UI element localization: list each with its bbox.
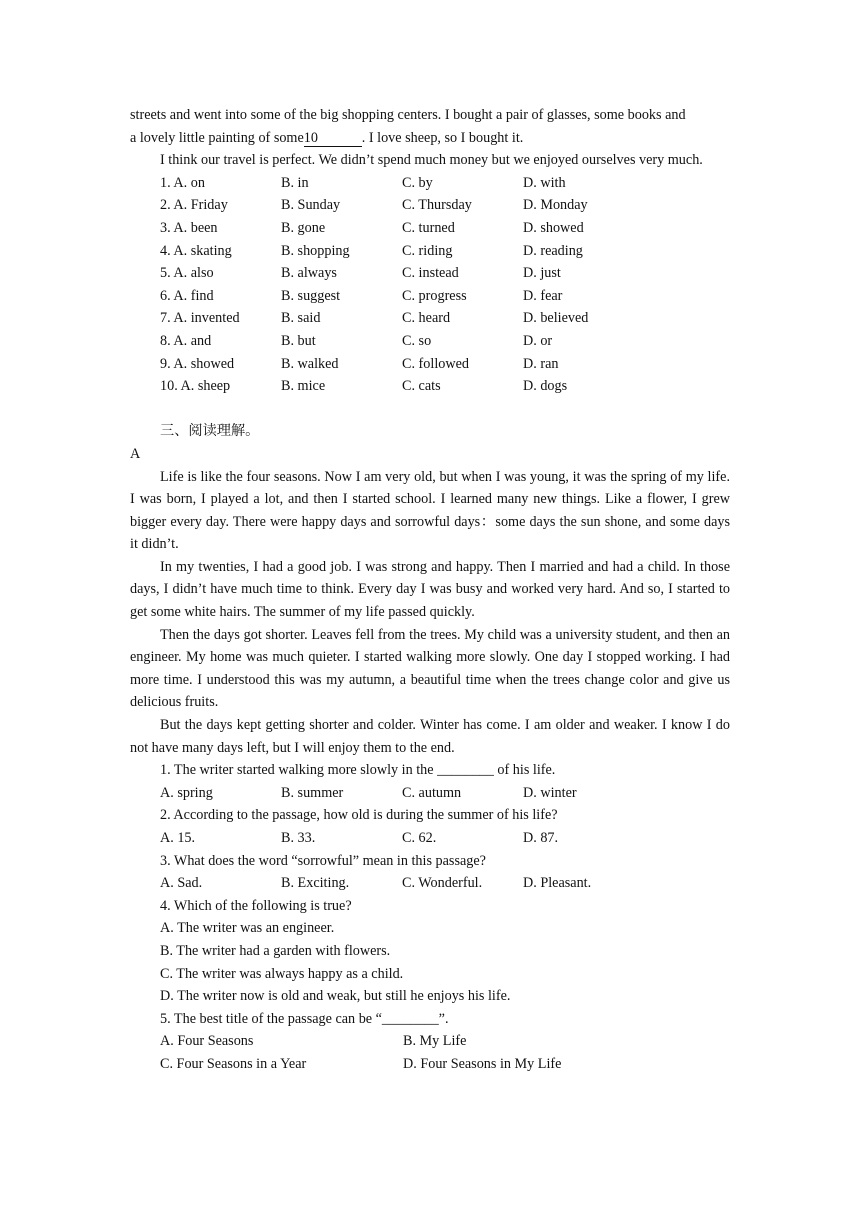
option-a: 7. A. invented (160, 310, 240, 327)
cloze-option-row (130, 172, 730, 195)
option-a: A. Four Seasons (160, 1033, 254, 1050)
option-a: 5. A. also (160, 265, 214, 282)
section-title: 三、阅读理解。 (160, 423, 260, 440)
question-3-stem: 3. What does the word “sorrowful” mean in this passage? (160, 852, 486, 869)
option-b: B. summer (281, 784, 344, 801)
option-b: B. walked (281, 355, 339, 372)
option-b: B. but (281, 332, 316, 349)
option-c: C. 62. (402, 830, 437, 846)
intro-line-2-post: . I love sheep, so I bought it. (361, 129, 524, 146)
question-2-options (130, 827, 730, 850)
cloze-option-row (130, 353, 730, 376)
question-1-options (130, 782, 730, 805)
option-d: D. reading (523, 242, 583, 259)
option-c: C. cats (402, 378, 441, 395)
cloze-option-row (130, 375, 730, 398)
option-b: B. in (281, 174, 309, 191)
option-c: C. Thursday (402, 197, 472, 214)
option-b: B. suggest (281, 287, 341, 304)
cloze-option-row (130, 194, 730, 217)
option-d: D. dogs (523, 378, 568, 395)
option-d: D. believed (523, 310, 589, 327)
option-c: C. heard (402, 310, 451, 327)
passage-paragraph-3: Then the days got shorter. Leaves fell from the trees. My child was a university student, and then an engineer. My home was much quieter. I started walking more slowly. One day I stopped working. I had more time. I understood this was my autumn, a beautiful time when the trees change color and give us delicious fruits. (130, 626, 730, 711)
cloze-option-row (130, 262, 730, 285)
option-d: D. 87. (523, 830, 559, 846)
option-a: 2. A. Friday (160, 197, 228, 214)
option-b: B. 33. (281, 830, 316, 846)
option-a: 6. A. find (160, 287, 214, 304)
option-c: C. progress (402, 287, 467, 304)
option-b: B. Exciting. (281, 875, 350, 892)
option-c: C. so (402, 332, 432, 349)
intro-paragraph-2: I think our travel is perfect. We didn’t spend much money but we enjoyed ourselves very much. (160, 152, 703, 169)
option-a: 1. A. on (160, 174, 205, 191)
option-a: 4. A. skating (160, 242, 232, 259)
option-b: B. shopping (281, 242, 350, 259)
question-4-option-a: A. The writer was an engineer. (160, 920, 335, 937)
option-a: A. 15. (160, 830, 196, 846)
option-d: D. showed (523, 219, 584, 236)
option-d: D. winter (523, 784, 577, 801)
option-c: C. Four Seasons in a Year (160, 1055, 307, 1072)
option-c: C. by (402, 174, 433, 191)
option-d: D. Pleasant. (523, 875, 592, 892)
option-b: B. Sunday (281, 197, 341, 214)
cloze-option-row (130, 217, 730, 240)
option-c: C. followed (402, 355, 469, 372)
option-c: C. autumn (402, 784, 462, 801)
question-3-options (130, 872, 730, 895)
option-d: D. with (523, 174, 566, 191)
option-a: A. Sad. (160, 875, 203, 892)
option-c: C. instead (402, 265, 459, 282)
option-d: D. just (523, 265, 561, 282)
cloze-option-row (130, 285, 730, 308)
option-b: B. said (281, 310, 321, 327)
blank-10: 10 (304, 131, 362, 147)
question-5-options-row-1 (130, 1030, 730, 1053)
option-a: 9. A. showed (160, 355, 235, 372)
question-4-stem: 4. Which of the following is true? (160, 897, 352, 914)
cloze-option-row (130, 240, 730, 263)
option-c: C. riding (402, 242, 453, 259)
option-a: 10. A. sheep (160, 378, 231, 395)
option-a: A. spring (160, 784, 213, 801)
intro-line-2 (130, 127, 730, 150)
option-b: B. My Life (403, 1033, 467, 1050)
question-4-option-b: B. The writer had a garden with flowers. (160, 942, 391, 959)
question-1-stem: 1. The writer started walking more slowly in the ________ of his life. (160, 762, 556, 779)
cloze-option-row (130, 330, 730, 353)
question-5-stem: 5. The best title of the passage can be “________”. (160, 1010, 449, 1027)
option-d: D. or (523, 332, 553, 349)
question-5-options-row-2 (130, 1053, 730, 1076)
passage-paragraph-2: In my twenties, I had a good job. I was strong and happy. Then I married and had a child. In those days, I didn’t have much time to think. Every day I was busy and worked very hard. And so, I started to get some white hairs. The summer of my life passed quickly. (130, 558, 730, 621)
option-b: B. gone (281, 219, 326, 236)
option-b: B. mice (281, 378, 326, 395)
option-a: 8. A. and (160, 332, 212, 349)
cloze-option-row (130, 307, 730, 330)
option-a: 3. A. been (160, 219, 218, 236)
question-2-stem: 2. According to the passage, how old is during the summer of his life? (160, 807, 558, 824)
intro-line-1: streets and went into some of the big shopping centers. I bought a pair of glasses, some books and (130, 107, 686, 123)
option-b: B. always (281, 265, 337, 282)
intro-line-2-pre: a lovely little painting of some (130, 129, 304, 146)
document-page (130, 104, 730, 1076)
question-4-option-c: C. The writer was always happy as a child. (160, 965, 404, 982)
option-c: C. turned (402, 219, 455, 236)
passage-paragraph-1: Life is like the four seasons. Now I am very old, but when I was young, it was the spring of my life. I was born, I played a lot, and then I started school. I learned many new things. Like a flower, I grew bigger every day. There were happy days and sorrowful days：some days the sun shone, and some days it didn’t. (130, 468, 730, 553)
option-d: D. Monday (523, 197, 588, 214)
option-d: D. Four Seasons in My Life (403, 1055, 562, 1072)
passage-label: A (130, 445, 141, 462)
cloze-options (130, 172, 730, 398)
option-d: D. ran (523, 355, 559, 372)
passage-paragraph-4: But the days kept getting shorter and colder. Winter has come. I am older and weaker. I know I do not have many days left, but I will enjoy them to the end. (130, 717, 730, 756)
question-4-option-d: D. The writer now is old and weak, but still he enjoys his life. (160, 988, 511, 1005)
option-d: D. fear (523, 287, 563, 304)
spacer (130, 398, 730, 421)
option-c: C. Wonderful. (402, 875, 483, 892)
